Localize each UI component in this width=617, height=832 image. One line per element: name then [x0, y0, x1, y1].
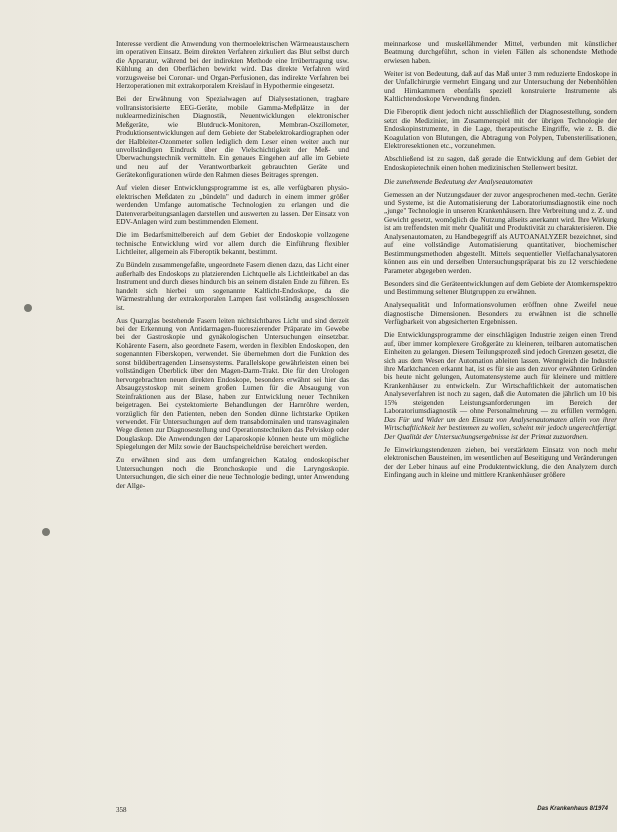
paragraph: Zu erwähnen sind aus dem umfangreichen Katalog endoskopischer Untersuchungen noch die Bronchoskopie und die Laryngoskopie. Untersuchungen, die sich einer die neue Technologie bedingt, unter Anwendung der Allge-: [116, 456, 349, 490]
paragraph: Analysequalität und Informationsvolumen eröffnen ohne Zweifel neue diagnostische Dimensionen. Besonders zu erwähnen ist die schnelle Verfügbarkeit von abgesicherten Ergebnissen.: [384, 301, 617, 327]
paragraph: Weiter ist von Bedeutung, daß auf das Maß unter 3 mm reduzierte Endoskope in der Unfallchirurgie vermehrt Eingang und zur Untersuchung der Nebenhöhlen und Hirnkammern ebenfalls speziell konstruierte Instrumente als Kaltlichtendoskope Verwendung finden.: [384, 69, 617, 104]
left-column: [116, 40, 349, 495]
section-heading: Die zunehmende Bedeutung der Analyseautomaten: [384, 177, 533, 187]
paragraph: Zu Bündeln zusammengefaßte, ungeordnete Fasern dienen dazu, das Licht einer außerhalb des Endoskops zu platzierenden Lichtquelle als Lichtleitkabel an das Instrument und durch dieses hindurch bis an seinem distalen Ende zu führen. Es handelt sich hierbei um sogenannte Kaltlicht-Endoskope, da die Wärmestrahlung der extrakorporalen Lampen fast vollständig ausgeschlossen ist.: [116, 261, 349, 312]
paragraph: Interesse verdient die Anwendung von thermoelektrischen Wärmeaustauschern im operativen Einsatz. Beim direkten Verfahren zirkuliert das Blut selbst durch die Apparatur, während bei der indirekten Methode eine Irrübertragung usw. Kühlung an den Oberflächen bewirkt wird. Das direkte Verfahren wird vorzugsweise bei Coronar- und Organ-Perfusionen, das indirekte Verfahren bei Herzoperationen mit extrakorporalem Kreislauf in Hypothermie eingesetzt.: [116, 40, 349, 91]
paragraph: Die Fiberoptik dient jedoch nicht ausschließlich der Diagnosestellung, sondern setzt die Medizinier, im Zusammenspiel mit der übrigen Technologie der Endoskopinstrumente, in die Lage, therapeutische Eingriffe, wie z. B. die Koagulation von Blutungen, die Abtragung von Polypen, Tubensterilisationen, Elektroresektionen etc., vorzunehmen.: [384, 108, 617, 151]
right-column: [384, 40, 617, 484]
paragraph: Je Einwirkungstendenzen ziehen, bei verstärktem Einsatz von noch mehr elektronischen Bausteinen, im wesentlichen auf Beseitigung und Veränderungen der der Leber hinaus auf eine Produktentwicklung, die den Analyzern durch Einfingang auch in kleine und mittlere Krankenhäuser größere: [384, 445, 617, 479]
paragraph: Bei der Erwähnung von Spezialwagen auf Dialysestationen, tragbare vollransistorisierte EEG-Geräte, mobile Gamma-Meßplätze in der nuklearmedizinischen Diagnostik, Neuentwicklungen elektronischer Meßgeräte, wie Blutdruck-Monitoren, Membran-Oszillometer, Produktionsentwicklungen auf dem Gebiete der Stabelektrokardiographen oder der Halbleiter-Ozonmeter sollen lediglich dem Leser einen weiter auch nur unvollständigen Eindruck über die Vielschichtigkeit der Meß- und Überwachungstechnik vermitteln. Ein genaues Eingehen auf alle im Gebiete und neu auf der Verantwortbarkeit gebrauchten Geräte und Gerätekonfigurationen würde den Rahmen dieses Beitrages sprengen.: [116, 95, 349, 180]
emphasis-text: Das Für und Wider um den Einsatz von Analysenautomaten allein von ihrer Wirtschaftlichkeit her bestimmen zu wollen, scheint mir jedoch ungerechtfertigt. Der Qualität der Untersuchungsergebnisse ist der Primat zuzuordnen.: [384, 415, 617, 441]
paragraph: Aus Quarzglas bestehende Fasern leiten nichtsichtbares Licht und sind derzeit bei der Erkennung von Antidarmagen-fluoreszierender Präparate im Gewebe bei der Gastroskopie und gynäkologischen Untersuchungen einsetzbar. Kohärente Fasern, also geordnete Fasern, werden in flexiblen Endoskopen, den sogenannten Fiberskopen, verwendet. Sie übernehmen dort die Funktion des sonst bildübertragenden Linsensystems. Parallelskope gewährleisten einen bei vollständigen Überblick über den Magen-Darm-Trakt. Die für den Urologen hervorgebrachten neuen direkten Endoskope, besonders erwähnt sei hier das Absaugzystoskop mit seinem großen Lumen für die Absaugung von Steinfraktionen aus der Blase, haben zur Entwicklung neuer Techniken beigetragen. Bei cystektomierte Behandlungen der Harnröhre werden, vorzüglich für den Patienten, neben den Sonden dünne lichtstarke Optiken verwendet. Für Untersuchungen auf dem transabdominalen und transvaginalen Wege dienen zur Diagnosestellung und Operationstechniken das Pelviskop oder Douglaskop. Die Anwendungen der Laparoskopie können heute um mögliche Spiegelungen der Milz sowie der Bauchspeicheldrüse bereichert werden.: [116, 316, 349, 452]
paragraph: Besonders sind die Geräteentwicklungen auf dem Gebiete der Atomkernspektro und Bestimmung seltener Blutgruppen zu erwähnen.: [384, 279, 617, 297]
paragraph-text: Die Entwicklungsprogramme der einschlägigen Industrie zeigen einen Trend auf, über immer komplexere Großgeräte zu kleineren, teilbaren automatischen Einheiten zu gelangen. Diesem Teilungsprozeß sind jedoch Grenzen gesetzt, die sich aus dem Wesen der Automation ableiten lassen. Wenngleich die Industrie ihre Marktchancen erkannt hat, ist es für sie aus den zuvor erwähnten Gründen bis heute nicht gelungen, Automatensysteme auch für kleinere und mittlere Krankenhäuser zu entwickeln. Zur Wirtschaftlichkeit der automatischen Analyseverfahren ist noch zu sagen, daß die Automaten die jährlich um 10 bis 15% steigenden Leistungsanforderungen im Bereich der Laboratoriumsdiagnostik — ohne Personalmehrung — zu erfüllen vermögen.: [384, 331, 617, 416]
paragraph: meinnarkose und muskellähmender Mittel, verbunden mit künstlicher Beatmung durchgeführt, schon in vielen Fällen als schonendste Methode erwiesen haben.: [384, 40, 617, 65]
paragraph: Abschließend ist zu sagen, daß gerade die Entwicklung auf dem Gebiet der Endoskopietechnik einen hohen medizinischen Stellenwert besitzt.: [384, 155, 617, 172]
punch-hole-upper: [24, 304, 32, 312]
page-number: 358: [116, 806, 127, 814]
paragraph: Die im Bedarfsmittelbereich auf dem Gebiet der Endoskopie vollzogene technische Entwicklung wird vor allem durch die Einführung flexibler Lichtleiter, allgemein als Fiberoptik bekannt, bestimmt.: [116, 231, 349, 257]
punch-hole-lower: [42, 528, 50, 536]
paragraph: Gemessen an der Nutzungsdauer der zuvor angesprochenen med.-techn. Geräte und Systeme, ist die Automatisierung der Laboratoriumsdiagnostik eine noch „junge" Technologie in unseren Krankenhäusern. Ihre Verbreitung und z. Z. und Gewicht gesetzt, womöglich die Nutzung allseits anerkannt wird. Ihre Wirkung ist am treffendsten mit mehr Qualität und Produktivität zu charakterisieren. Die Analysenautomaten, zu Handbegegriff als AUTOANALYZER bezeichnet, sind auf eine vollständige Automatisierung quantitativer, biochemischer Bestimmungsmethoden abgestellt. Mittels sequentieller Vielfachanalysatoren können aus ein und derselben Untersuchungspräparat bis zu 12 verschiedene Parameter abgegeben werden.: [384, 190, 617, 275]
page-footer: [116, 806, 610, 818]
paragraph-with-emphasis: [384, 331, 617, 441]
paragraph: Auf vielen dieser Entwicklungsprogramme ist es, alle verfügbaren physio-elektrischen Meßdaten zu „bündeln" und dadurch in einem immer größer werdenden Umfange automatische Technologien zu erlangen und die Datenverarbeitungsanlagen darstellen und auswerten zu lassen. Der Einsatz von EDV-Anlagen wird zum bestimmenden Element.: [116, 184, 349, 227]
journal-name: Das Krankenhaus 8/1974: [537, 806, 608, 812]
